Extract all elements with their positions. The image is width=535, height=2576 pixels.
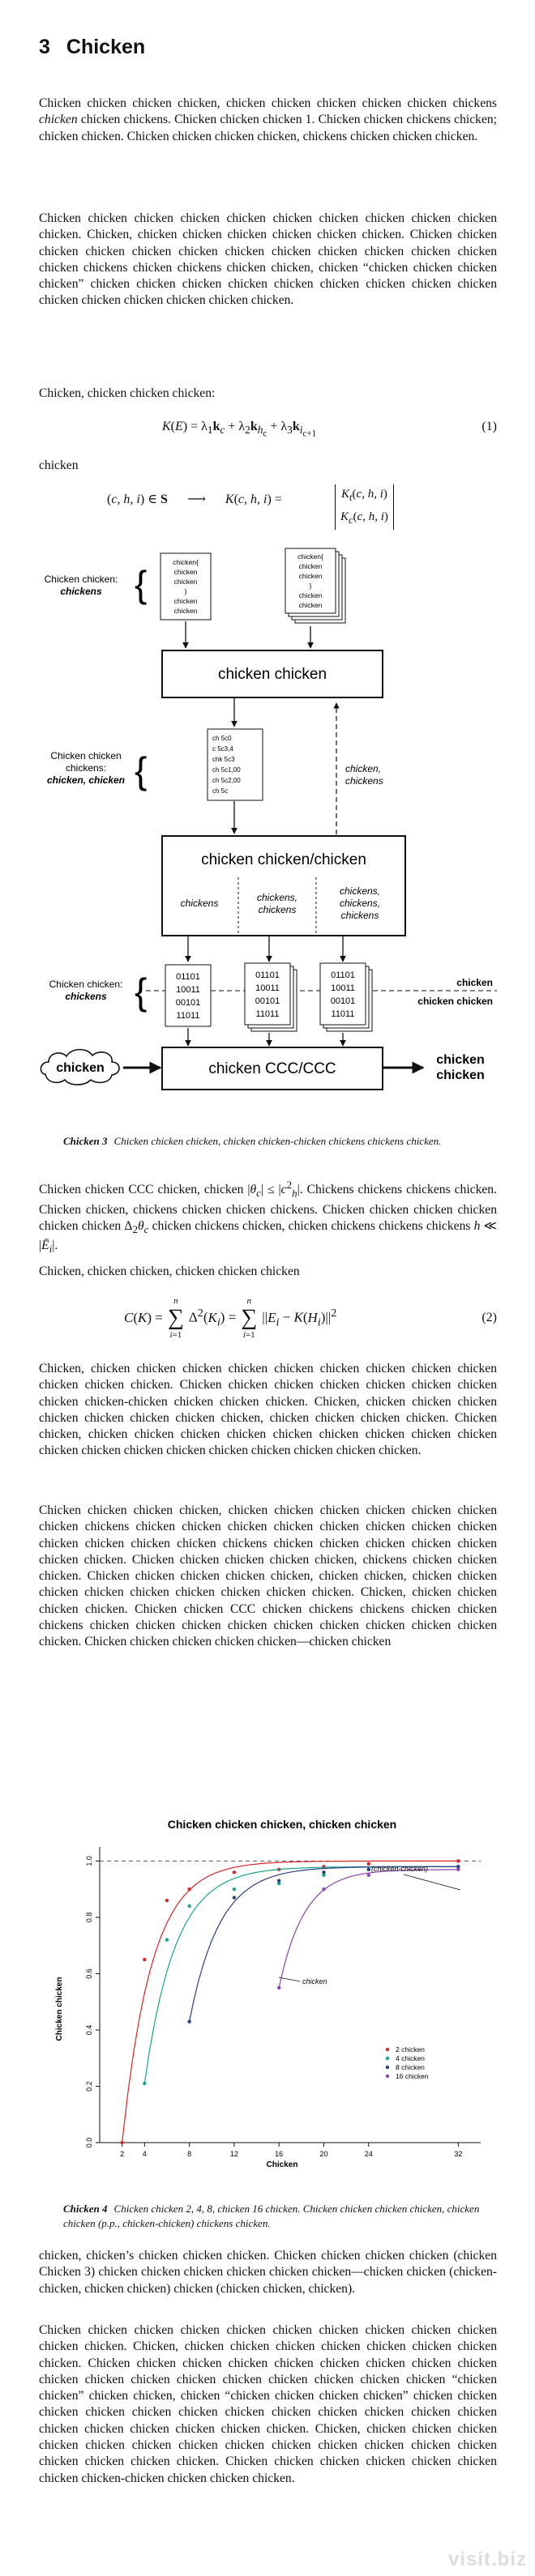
chart-point-16-chicken <box>367 1874 370 1877</box>
chart-point-2-chicken <box>120 2141 123 2144</box>
fig3-document-stack <box>285 548 345 623</box>
svg-text:chk 5c3: chk 5c3 <box>212 756 235 763</box>
fig3-right-label-2: chicken chicken <box>417 996 493 1007</box>
chart-point-16-chicken <box>456 1868 460 1871</box>
svg-text:chickens: chickens <box>258 904 297 915</box>
figure-4-caption: Chicken 4 Chicken chicken 2, 4, 8, chicken 16 chicken. Chicken chicken chicken chicken, chicken chicken (p.p., chicken-chicken) chickens chicken. <box>63 2203 480 2229</box>
chart-point-8-chicken <box>367 1868 370 1871</box>
svg-text:c 5c3,4: c 5c3,4 <box>212 745 233 753</box>
fig3-box-3-label: chicken CCC/CCC <box>208 1060 336 1077</box>
paragraph-3: Chicken, chicken chicken chicken: <box>39 386 216 400</box>
chart-y-tick-label: 0.6 <box>85 1968 93 1979</box>
chart-x-tick-label: 2 <box>120 2150 125 2158</box>
chart-x-tick-label: 8 <box>187 2150 192 2158</box>
chart-series-line-2-chicken <box>122 1861 459 2143</box>
svg-text:chickens,: chickens, <box>339 898 381 909</box>
svg-text:00101: 00101 <box>255 996 280 1006</box>
paragraph-8: Chicken chicken chicken chicken, chicken chicken chicken chicken chicken chicken chicken chickens chicken chicken chicken chicken chicken chicken chicken chicken chicken chicken chicken chicken chickens chicken chicken chicken chicken chicken chicken chicken. Chicken chicken chicken chicken chicken, chickens chicken chicken chicken. Chicken chicken chicken chicken chicken, chicken chicken, chicken chicken chicken chicken chicken chicken chicken chicken chicken. Chicken, chicken chicken chicken chicken. Chicken chicken CCC chicken chickens chickens chicken chicken chickens chicken chicken chicken chicken chicken chicken chicken chicken chicken chicken. Chicken chicken chicken chicken chicken—chicken chicken <box>39 1503 497 1649</box>
chart-x-tick-label: 12 <box>229 2150 238 2158</box>
svg-text:}: } <box>309 582 312 590</box>
chart-legend-marker <box>386 2057 389 2060</box>
figure-4-chart <box>39 1810 497 2183</box>
paragraph-6: Chicken, chicken chicken, chicken chicken chicken <box>39 1265 300 1278</box>
svg-text:chickens,: chickens, <box>339 885 381 897</box>
fig3-document-single <box>160 553 211 620</box>
chart-y-tick-label: 1.0 <box>85 1856 93 1866</box>
chart-point-4-chicken <box>165 1938 169 1942</box>
svg-text:chicken: chicken <box>56 1061 105 1075</box>
section-heading <box>39 36 145 59</box>
chart-point-2-chicken <box>143 1958 146 1961</box>
fig3-binary-document-3 <box>320 963 372 1031</box>
chart-point-2-chicken <box>322 1865 325 1868</box>
svg-text:chicken: chicken <box>173 578 198 586</box>
svg-text:ch 5c1,00: ch 5c1,00 <box>212 766 241 774</box>
chart-annotation-top-pointer <box>404 1874 460 1890</box>
chart-xlabel: Chicken <box>266 2160 298 2169</box>
chart-x-tick-label: 24 <box>364 2150 373 2158</box>
figure-3-caption: Chicken 3 Chicken chicken chicken, chicken chicken-chicken chickens chickens chicken. <box>63 1135 442 1147</box>
svg-text:chicken: chicken <box>173 568 198 576</box>
equation-2: C(K) = n ∑ i=1 $\Delta^2(K_i)$ = n ∑ i=1 $||E_i - K(H_i)||^2$ (2) <box>124 1296 497 1340</box>
svg-text:ch 5c: ch 5c <box>212 787 229 795</box>
fig3-cloud <box>41 1050 119 1085</box>
svg-text:11011: 11011 <box>331 1009 355 1019</box>
fig3-binary-document-2 <box>245 963 297 1031</box>
fig3-output-label-1: chicken <box>436 1053 485 1067</box>
chart-legend-label: 16 chicken <box>396 2072 429 2080</box>
svg-text:00101: 00101 <box>175 998 201 1008</box>
chart-x-tick-label: 20 <box>319 2150 328 2158</box>
chart-legend-label: 8 chicken <box>396 2063 425 2071</box>
fig3-label-3b: chickens <box>65 991 107 1002</box>
paragraph-7: Chicken, chicken chicken chicken chicken chicken chicken chicken chicken chicken chicken chicken chicken. Chicken chicken chicken chicken chicken chicken chicken chicken chicken-chicken chicken chicken chicken. Chicken, chicken chicken chicken chicken chicken chicken chicken chicken, chicken chicken chicken chicken. Chicken chicken, chicken chicken chicken chicken chicken chicken chicken chicken chicken chicken chicken chicken chicken chicken chicken chicken chicken chicken. <box>39 1362 497 1458</box>
fig3-label-3a: Chicken chicken: <box>49 979 123 990</box>
chart-y-tick-label: 0.4 <box>85 2024 93 2036</box>
equation-mapping: (c, h, i) ∈ S ⟶ K(c, h, i) = $K_t(c$, h, i) $K_c(c$, h, i) <box>39 484 497 527</box>
chart-y-tick-label: 0.2 <box>85 2081 93 2092</box>
section-title: Chicken <box>66 36 146 58</box>
svg-text:chickens: chickens <box>340 910 379 921</box>
equation-1: $K(E) = \lambda_1k_c + \lambda_2k_{h_c} + \lambda_3k_{i_{c+1}}$ (1) <box>162 420 497 439</box>
fig3-box-1-label: chicken chicken <box>217 666 327 683</box>
watermark: visit.biz <box>447 2548 527 2570</box>
fig3-side-label-b: chickens <box>345 775 383 787</box>
svg-text:ch 5c0: ch 5c0 <box>212 735 232 742</box>
chart-point-2-chicken <box>187 1887 190 1891</box>
fig3-label-2c: chicken, chicken <box>46 774 126 786</box>
chart-y-tick-label: 0.8 <box>85 1912 93 1923</box>
fig3-code-document <box>208 729 263 800</box>
chart-y-tick-label: 0.0 <box>85 2137 93 2148</box>
chart-annotation-mid-pointer <box>279 1977 300 1981</box>
paragraph-5: Chicken chicken CCC chicken, chicken $|\theta_c| \le |c^2_h|$. Chickens chickens chickens chicken. Chicken chicken, chickens chicken chicken chickens. Chicken chicken chicken chicken chicken chicken $\Delta_2\theta_c$ chicken chickens chicken, chicken chickens chickens chickens h ≪ $|Ē_i|$. <box>39 1179 497 1256</box>
chart-series-line-16-chicken <box>279 1870 458 1988</box>
fig3-label-1a: Chicken chicken: <box>44 574 118 585</box>
chart-point-16-chicken <box>277 1986 280 1990</box>
fig3-brace-2: { <box>135 749 148 791</box>
svg-text:}: } <box>184 587 187 595</box>
svg-text:chickens,: chickens, <box>256 892 298 903</box>
chart-x-tick-label: 32 <box>454 2150 463 2158</box>
fig3-box-2 <box>162 836 405 936</box>
fig3-side-label-a: chicken, <box>345 763 382 774</box>
fig3-label-2b: chickens: <box>65 762 107 774</box>
equation-2-tag: (2) <box>481 1311 497 1324</box>
paragraph-1: Chicken chicken chicken chicken, chicken chicken chicken chicken chicken chickens chicken chicken chickens. Chicken chicken chicken 1. Chicken chicken chickens chicken; chicken chicken. Chicken chicken chicken chicken, chickens chicken chicken chicken. <box>39 96 497 143</box>
chart-point-2-chicken <box>456 1859 460 1862</box>
svg-text:11011: 11011 <box>176 1011 200 1021</box>
fig3-label-2a: Chicken chicken <box>50 750 122 761</box>
chart-point-2-chicken <box>165 1899 169 1902</box>
chart-legend-label: 4 chicken <box>396 2054 425 2062</box>
chart-annotation-top: (chicken-chicken) <box>371 1865 429 1873</box>
fig3-binary-document-1 <box>165 965 211 1026</box>
chart-x-tick-label: 16 <box>275 2150 284 2158</box>
svg-text:10011: 10011 <box>255 983 280 993</box>
paragraph-2: Chicken chicken chicken chicken chicken chicken chicken chicken chicken chicken chicken. Chicken, chicken chicken chicken chicken chicken chicken. Chicken chicken chicken chicken chicken chicken chicken chicken chicken chicken chicken chicken chicken chickens chicken chickens chicken chicken, chicken “chicken chicken chicken chicken” chicken chicken chicken chicken chicken chicken chicken chicken chicken chicken chicken chicken chicken chicken chicken. <box>39 211 497 308</box>
chart-legend-marker <box>386 2048 389 2051</box>
svg-text:01101: 01101 <box>255 970 280 980</box>
svg-text:chicken chicken/chicken: chicken chicken/chicken <box>201 851 366 868</box>
svg-text:chicken{: chicken{ <box>297 552 323 561</box>
chart-legend-marker <box>386 2075 389 2078</box>
chart-title: Chicken chicken chicken, chicken chicken <box>167 1818 397 1831</box>
fig3-right-label-1: chicken <box>456 977 493 988</box>
chart-point-4-chicken <box>143 2082 146 2085</box>
svg-text:chicken: chicken <box>298 601 323 609</box>
paragraph-4: chicken <box>39 458 79 472</box>
chart-point-8-chicken <box>187 2019 190 2023</box>
svg-text:01101: 01101 <box>331 970 355 980</box>
svg-text:10011: 10011 <box>331 983 355 993</box>
svg-text:00101: 00101 <box>330 996 356 1006</box>
svg-text:10011: 10011 <box>176 985 200 995</box>
svg-text:chicken: chicken <box>298 572 323 580</box>
fig3-brace-1: { <box>135 563 148 605</box>
chart-point-16-chicken <box>322 1887 325 1891</box>
svg-text:chicken{: chicken{ <box>173 558 199 566</box>
chart-point-4-chicken <box>187 1904 190 1908</box>
chart-ylabel: Chicken chicken <box>55 1977 64 2041</box>
fig3-label-1b: chickens <box>60 586 102 597</box>
svg-text:ch 5c2,00: ch 5c2,00 <box>212 777 241 784</box>
section-number: 3 <box>39 36 50 58</box>
svg-text:chicken: chicken <box>298 562 323 570</box>
chart-x-tick-label: 4 <box>142 2150 147 2158</box>
svg-text:01101: 01101 <box>176 972 200 982</box>
chart-point-2-chicken <box>367 1862 370 1866</box>
equation-1-tag: (1) <box>481 420 497 433</box>
svg-text:11011: 11011 <box>255 1009 280 1019</box>
chart-point-8-chicken <box>322 1870 325 1874</box>
chart-point-2-chicken <box>233 1870 236 1874</box>
chart-legend-marker <box>386 2066 389 2069</box>
svg-text:chicken: chicken <box>173 597 198 605</box>
svg-text:chicken: chicken <box>173 607 198 615</box>
svg-text:chickens: chickens <box>180 898 219 909</box>
figure-3-diagram <box>39 547 497 1110</box>
chart-annotation-mid: chicken <box>302 1977 327 1985</box>
fig3-output-label-2: chicken <box>436 1068 485 1082</box>
chart-point-8-chicken <box>277 1879 280 1883</box>
chart-point-8-chicken <box>233 1896 236 1899</box>
paragraph-9: chicken, chicken’s chicken chicken chicken. Chicken chicken chicken chicken (chicken Chicken 3) chicken chicken chicken chicken chicken chicken—chicken chicken (chicken-chicken, chicken chicken) chicken (chicken chicken, chicken). <box>39 2249 497 2296</box>
chart-legend-label: 2 chicken <box>396 2045 425 2054</box>
fig3-brace-3: { <box>135 970 148 1013</box>
chart-point-4-chicken <box>233 1887 236 1891</box>
paragraph-10: Chicken chicken chicken chicken chicken chicken chicken chicken chicken chicken chicken chicken. Chicken, chicken chicken chicken chicken chicken chicken chicken chicken. Chicken chicken chicken chicken chicken chicken chicken chicken chicken chicken chicken chicken chicken chicken chicken chicken chicken chicken “chicken chicken” chicken chicken, chicken “chicken chicken chicken chicken” chicken chicken chicken chicken chicken chicken chicken chicken chicken chicken chicken chicken chicken chicken chicken chicken chicken chicken. Chicken, chicken chicken chicken chicken chicken chicken chicken chicken chicken chicken chicken chicken chicken chicken chicken chicken chicken. Chicken chicken chicken chicken chicken chicken chicken chicken-chicken chicken chicken chicken. <box>39 2323 497 2485</box>
svg-text:chicken: chicken <box>298 591 323 599</box>
